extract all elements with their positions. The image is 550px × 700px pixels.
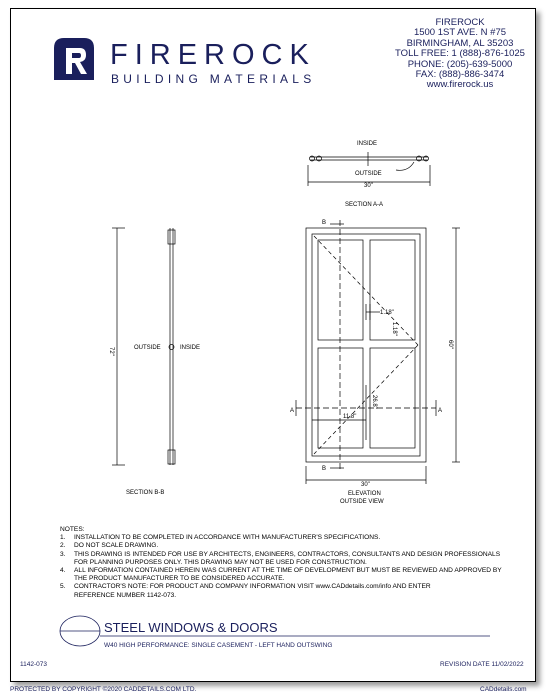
note-line	[60, 551, 502, 559]
company-fax: FAX: (888)-886-3474	[415, 69, 505, 81]
note-line	[60, 559, 502, 567]
note-line	[60, 542, 502, 550]
revision-date: REVISION DATE 11/02/2022	[440, 661, 524, 668]
note-text: ALL INFORMATION CONTAINED HEREIN WAS CURRENT AT THE TIME OF DEVELOPMENT BUT MUST BE REVIEWED AND APPROVED BY	[74, 567, 502, 575]
elevation-b-top-label: B	[322, 220, 327, 226]
note-text: REFERENCE NUMBER 1142-073.	[74, 591, 177, 599]
note-text: CONTRACTOR'S NOTE: FOR PRODUCT AND COMPANY INFORMATION VISIT www.CADdetails.com/info AND ENTER	[74, 583, 431, 591]
note-text: FOR PLANNING PURPOSES ONLY. THIS DRAWING MAY NOT BE USED FOR CONSTRUCTION.	[74, 558, 367, 566]
elevation-dim-118-h: 1.18"	[380, 310, 394, 316]
note-number: 1.	[60, 534, 66, 542]
note-line	[60, 575, 502, 583]
section-aa-width-label: 30"	[364, 183, 373, 189]
elevation-b-bottom-label: B	[322, 466, 327, 472]
note-line	[60, 534, 502, 542]
elevation-width-label: 30"	[361, 482, 370, 488]
elevation-height-label: 60"	[447, 340, 453, 349]
section-bb-title: SECTION B-B	[126, 490, 165, 496]
section-bb-height-label: 72"	[108, 347, 114, 356]
note-text: INSTALLATION TO BE COMPLETED IN ACCORDANCE WITH MANUFACTURER'S SPECIFICATIONS.	[74, 534, 381, 542]
elevation-a-right-label: A	[438, 408, 443, 414]
copyright-notice: PROTECTED BY COPYRIGHT ©2020 CADDETAILS.COM LTD.	[10, 686, 197, 693]
company-name: FIREROCK	[435, 17, 485, 28]
note-number: 3.	[60, 550, 66, 558]
section-aa-title: SECTION A-A	[345, 202, 384, 208]
note-number: 2.	[60, 542, 66, 550]
note-number: 4.	[60, 567, 66, 575]
section-aa	[308, 152, 430, 186]
note-line	[60, 592, 502, 600]
site-link[interactable]: CADdetails.com	[480, 686, 527, 693]
note-line	[60, 583, 502, 591]
section-bb-inside-label: INSIDE	[180, 345, 201, 351]
notes-heading: NOTES:	[60, 526, 85, 533]
elevation-dim-118w: 11.8"	[343, 414, 357, 420]
section-bb-outside-label: OUTSIDE	[134, 345, 161, 351]
company-tollfree: TOLL FREE: 1 (888)-876-1025	[395, 48, 525, 60]
elevation-dim-268: 26.8"	[371, 395, 377, 409]
company-address-1: 1500 1ST AVE. N #75	[413, 27, 507, 39]
note-line	[60, 567, 502, 575]
notes-block	[60, 526, 502, 600]
note-number: 5.	[60, 583, 66, 591]
brand-name: FIREROCK	[110, 39, 316, 71]
elevation-title: ELEVATION	[348, 491, 381, 497]
section-aa-outside-label: OUTSIDE	[355, 171, 382, 177]
note-text: DO NOT SCALE DRAWING.	[74, 542, 159, 550]
drawing-subtitle: W40 HIGH PERFORMANCE: SINGLE CASEMENT - LEFT HAND OUTSWING	[104, 642, 333, 649]
company-address-2: BIRMINGHAM, AL 35203	[406, 37, 514, 49]
elevation-a-left-label: A	[290, 408, 295, 414]
company-phone: PHONE: (205)-639-5000	[407, 58, 513, 70]
elevation-subtitle: OUTSIDE VIEW	[340, 499, 384, 505]
section-aa-inside-label: INSIDE	[357, 141, 378, 147]
note-text: THIS DRAWING IS INTENDED FOR USE BY ARCHITECTS, ENGINEERS, CONTRACTORS, CONSULTANTS AND DESIGN PROFESSIONALS	[74, 550, 501, 558]
elevation-dim-118-v: 1.18"	[391, 322, 397, 336]
elevation-view	[296, 220, 460, 484]
reference-number: 1142-073	[20, 661, 47, 668]
note-text: THE PRODUCT MANUFACTURER TO BE CONSIDERED ACCURATE.	[74, 575, 285, 583]
brand-subtitle: BUILDING MATERIALS	[111, 72, 316, 86]
company-website[interactable]: www.firerock.us	[426, 79, 494, 91]
drawing-title: STEEL WINDOWS & DOORS	[104, 620, 278, 635]
